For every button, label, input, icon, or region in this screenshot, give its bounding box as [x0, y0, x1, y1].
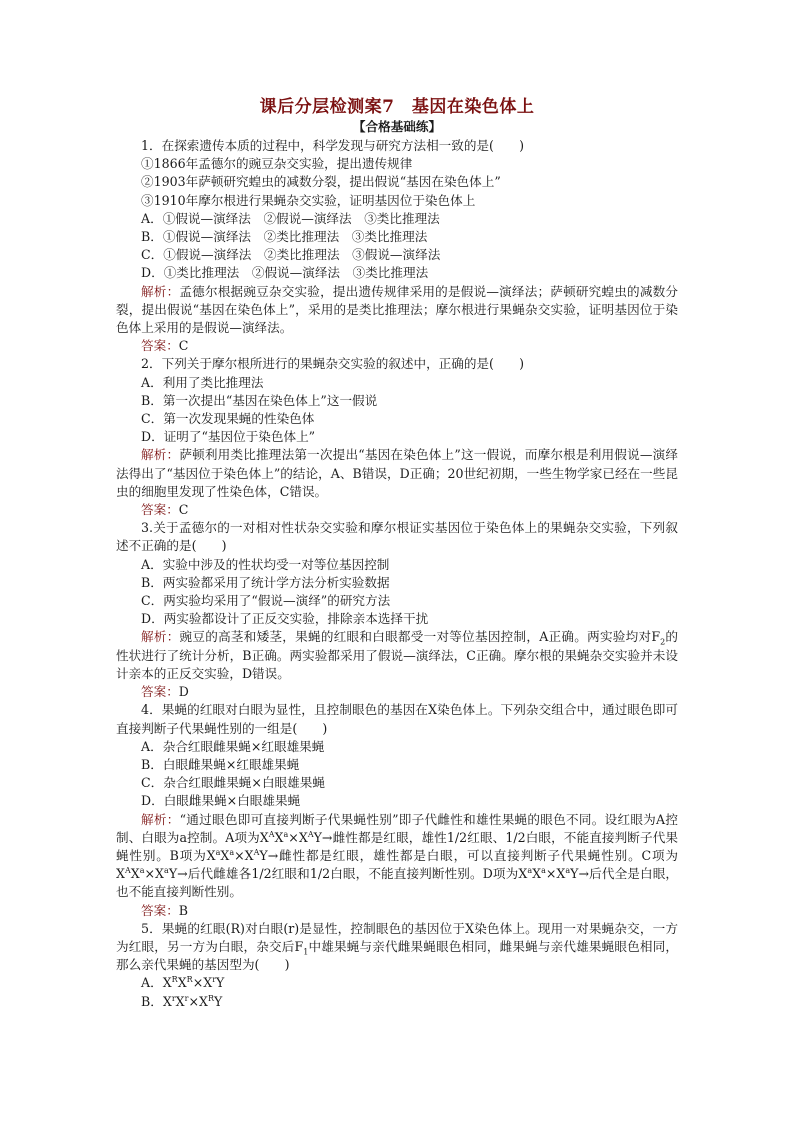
question-1 — [116, 137, 678, 355]
explanation-text: “通过眼色即可直接判断子代果蝇性别”即子代雌性和雄性果蝇的眼色不同。设红眼为A控制、白眼为a控制。A项为$X^AX^a\times X^AY\to$雌性都是红眼，雄性1/2红眼、1/2白眼，不能直接判断子代果蝇性别。B项为$X^aX^a\times X^AY\to$雌性都是红眼，雄性都是白眼，可以直接判断子代果蝇性别。C项为$X^AX^a\times X^aY\to$后代雌雄各1/2红眼和1/2白眼，不能直接判断性别。D项为$X^aX^a\times X^aY\to$后代全是白眼，也不能直接判断性别。 — [116, 811, 678, 900]
answer-label: 答案： — [141, 902, 179, 918]
answer-value: C — [178, 338, 189, 354]
explanation-label: 解析： — [141, 283, 180, 299]
answer — [116, 501, 678, 519]
section-heading: 【合格基础练】 — [352, 119, 442, 134]
option-b: B．①假说—演绎法 ②类比推理法 ③类比推理法 — [141, 229, 428, 245]
option-a: A．利用了类比推理法 — [141, 374, 264, 390]
explanation-label: 解析： — [141, 447, 180, 463]
explanation — [116, 628, 678, 683]
statement-item: ③1910年摩尔根进行果蝇杂交实验，证明基因位于染色体上 — [141, 192, 476, 208]
explanation — [116, 283, 678, 338]
option-b: B．$X^rX^r\times X^RY$ — [141, 993, 223, 1009]
option-c: C．杂合红眼雌果蝇×白眼雄果蝇 — [141, 775, 325, 791]
question-4 — [116, 701, 678, 919]
option-b: B．第一次提出“基因在染色体上”这一假说 — [141, 392, 378, 408]
statement-item: ①1866年孟德尔的豌豆杂交实验，提出遗传规律 — [141, 156, 413, 172]
explanation — [116, 811, 678, 902]
option-d: D．白眼雌果蝇×白眼雄果蝇 — [141, 793, 301, 809]
answer — [116, 337, 678, 355]
explanation-text: 萨顿利用类比推理法第一次提出“基因在染色体上”这一假说，而摩尔根是利用假说—演绎法得出了“基因位于染色体上”的结论，A、B错误，D正确；20世纪初期，一些生物学家已经在一些昆虫的细胞里发现了性染色体，C错误。 — [116, 447, 678, 499]
answer — [116, 683, 678, 701]
option-d: D．两实验都设计了正反交实验，排除亲本选择干扰 — [141, 611, 429, 627]
option-c: C．两实验均采用了“假说—演绎”的研究方法 — [141, 593, 391, 609]
question-3 — [116, 519, 678, 701]
explanation-label: 解析： — [141, 811, 180, 827]
answer-label: 答案： — [141, 684, 179, 700]
answer-label: 答案： — [141, 338, 179, 354]
page-title: 课后分层检测案7 基因在染色体上 — [259, 97, 535, 117]
question-stem: 2．下列关于摩尔根所进行的果蝇杂交实验的叙述中，正确的是( ) — [141, 356, 525, 372]
question-2 — [116, 355, 678, 519]
answer — [116, 902, 678, 920]
option-c: C．第一次发现果蝇的性染色体 — [141, 411, 315, 427]
question-5 — [116, 920, 678, 1011]
question-stem: 1．在探索遗传本质的过程中，科学发现与研究方法相一致的是( ) — [141, 138, 525, 153]
option-c: C．①假说—演绎法 ②类比推理法 ③假说—演绎法 — [141, 247, 441, 263]
option-a: A．$X^RX^R\times X^rY$ — [141, 975, 225, 991]
question-stem: 5．果蝇的红眼(R)对白眼(r)是显性，控制眼色的基因位于X染色体上。现用一对果蝇杂交，一方为红眼，另一方为白眼，杂交后$F_1$中雄果蝇与亲代雌果蝇眼色相同，雌果蝇与亲代雄果蝇眼色相同，那么亲代果蝇的基因型为( ) — [116, 920, 678, 973]
explanation-text: 豌豆的高茎和矮茎，果蝇的红眼和白眼都受一对等位基因控制，A正确。两实验均对$F_2$的性状进行了统计分析，B正确。两实验都采用了假说—演绎法，C正确。摩尔根的果蝇杂交实验并未设计亲本的正反交实验，D错误。 — [116, 629, 679, 681]
answer-label: 答案： — [141, 502, 179, 518]
option-a: A．实验中涉及的性状均受一对等位基因控制 — [141, 556, 390, 572]
explanation — [116, 446, 678, 501]
statement-item: ②1903年萨顿研究蝗虫的减数分裂，提出假说“基因在染色体上” — [141, 174, 501, 190]
answer-value: C — [178, 502, 189, 518]
option-d: D．证明了“基因位于染色体上” — [141, 429, 316, 445]
option-a: A．①假说—演绎法 ②假说—演绎法 ③类比推理法 — [141, 210, 440, 226]
option-d: D．①类比推理法 ②假说—演绎法 ③类比推理法 — [141, 265, 429, 281]
answer-value: B — [178, 902, 189, 918]
option-b: B．白眼雌果蝇×红眼雄果蝇 — [141, 756, 300, 772]
document-page — [116, 96, 678, 1011]
explanation-label: 解析： — [141, 629, 180, 645]
question-stem: 4．果蝇的红眼对白眼为显性，且控制眼色的基因在X染色体上。下列杂交组合中，通过眼色即可直接判断子代果蝇性别的一组是( ) — [116, 702, 678, 736]
question-stem: 3.关于孟德尔的一对相对性状杂交实验和摩尔根证实基因位于染色体上的果蝇杂交实验，下列叙述不正确的是( ) — [116, 520, 678, 554]
option-a: A．杂合红眼雌果蝇×红眼雄果蝇 — [141, 738, 325, 754]
option-b: B．两实验都采用了统计学方法分析实验数据 — [141, 574, 390, 590]
answer-value: D — [178, 684, 189, 700]
explanation-text: 孟德尔根据豌豆杂交实验，提出遗传规律采用的是假说—演绎法；萨顿研究蝗虫的减数分裂，提出假说“基因在染色体上”，采用的是类比推理法；摩尔根进行果蝇杂交实验，证明基因位于染色体上采用的是假说—演绎法。 — [116, 283, 679, 336]
